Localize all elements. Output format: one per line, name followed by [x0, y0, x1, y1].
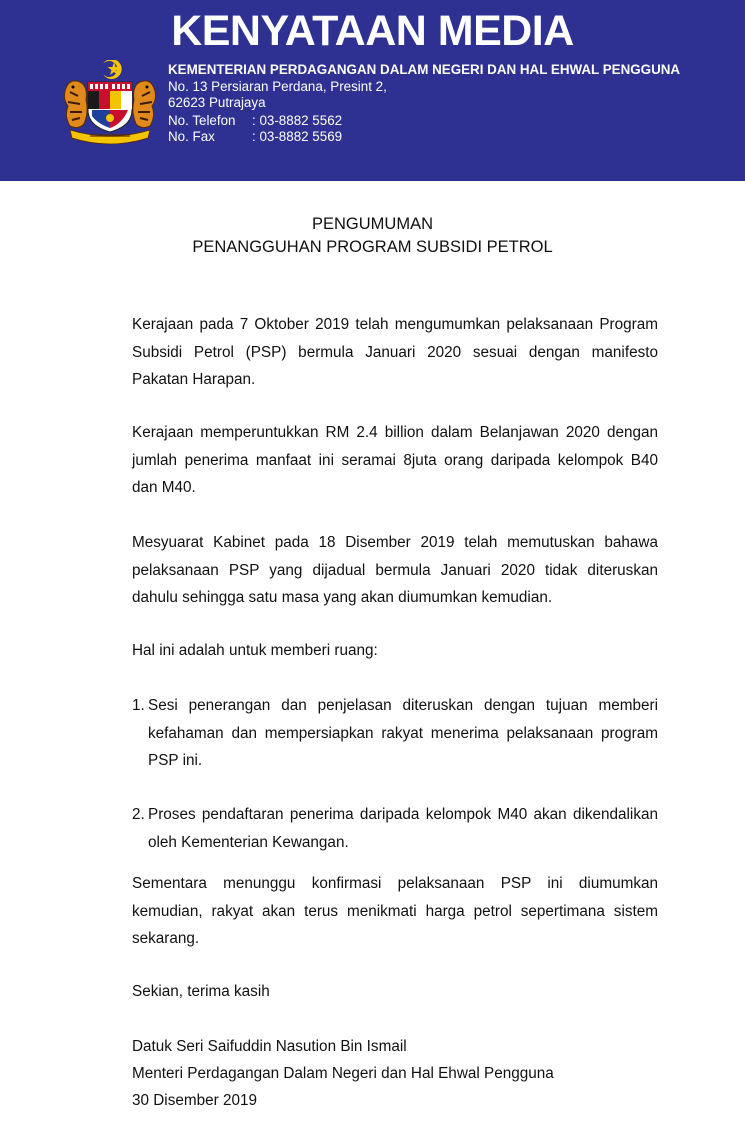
ministry-name: KEMENTERIAN PERDAGANGAN DALAM NEGERI DAN HAL EHWAL PENGGUNA: [168, 62, 681, 77]
list-item: [132, 692, 658, 775]
malaysia-coat-of-arms-icon: [56, 60, 164, 146]
list-item-text: Proses pendaftaran penerima daripada kelompok M40 akan dikendalikan oleh Kementerian Kewangan.: [148, 806, 658, 851]
paragraph-3: Mesyuarat Kabinet pada 18 Disember 2019 telah memutuskan bahawa pelaksanaan PSP yang dijadual bermula Januari 2020 tidak diteruskan dahulu sehingga satu masa yang akan diumumkan kemudian.: [132, 534, 658, 606]
signatory-position: Menteri Perdagangan Dalam Negeri dan Hal Ehwal Pengguna: [132, 1065, 554, 1082]
phone-line: [168, 113, 342, 129]
fax-label: No. Fax: [168, 129, 215, 144]
paragraph-4: Hal ini adalah untuk memberi ruang:: [132, 642, 378, 659]
announcement-label: PENGUMUMAN: [311, 215, 433, 233]
list-item-number: 2.: [132, 806, 145, 823]
fax-value: : 03-8882 5569: [252, 129, 343, 144]
list-item-text: Sesi penerangan dan penjelasan diteruskan dengan tujuan memberi kefahaman dan mempersiapkan rakyat menerima pelaksanaan program PSP ini.: [148, 697, 658, 769]
paragraph-5: Sementara menunggu konfirmasi pelaksanaan PSP ini diumumkan kemudian, rakyat akan terus menikmati harga petrol sepertimana sistem sekarang.: [132, 875, 658, 947]
signatory-name: Datuk Seri Saifuddin Nasution Bin Ismail: [132, 1038, 407, 1055]
paragraph-2: Kerajaan memperuntukkan RM 2.4 billion dalam Belanjawan 2020 dengan jumlah penerima manfaat ini seramai 8juta orang daripada kelompok B40 dan M40.: [132, 424, 658, 496]
paragraph-1: Kerajaan pada 7 Oktober 2019 telah mengumumkan pelaksanaan Program Subsidi Petrol (PSP) bermula Januari 2020 sesuai dengan manifesto Pakatan Harapan.: [132, 316, 658, 388]
list-item: [132, 801, 658, 856]
closing-thanks: Sekian, terima kasih: [132, 983, 270, 1000]
address-line-1: No. 13 Persiaran Perdana, Presint 2,: [168, 79, 387, 94]
press-release-title: KENYATAAN MEDIA: [171, 7, 574, 55]
statement-date: 30 Disember 2019: [132, 1092, 257, 1109]
press-release-header: [0, 0, 745, 181]
address-line-2: 62623 Putrajaya: [168, 95, 266, 110]
list-item-number: 1.: [132, 697, 145, 714]
fax-line: [168, 129, 342, 145]
phone-value: : 03-8882 5562: [252, 113, 343, 128]
phone-label: No. Telefon: [168, 113, 236, 128]
announcement-title: PENANGGUHAN PROGRAM SUBSIDI PETROL: [192, 238, 553, 256]
